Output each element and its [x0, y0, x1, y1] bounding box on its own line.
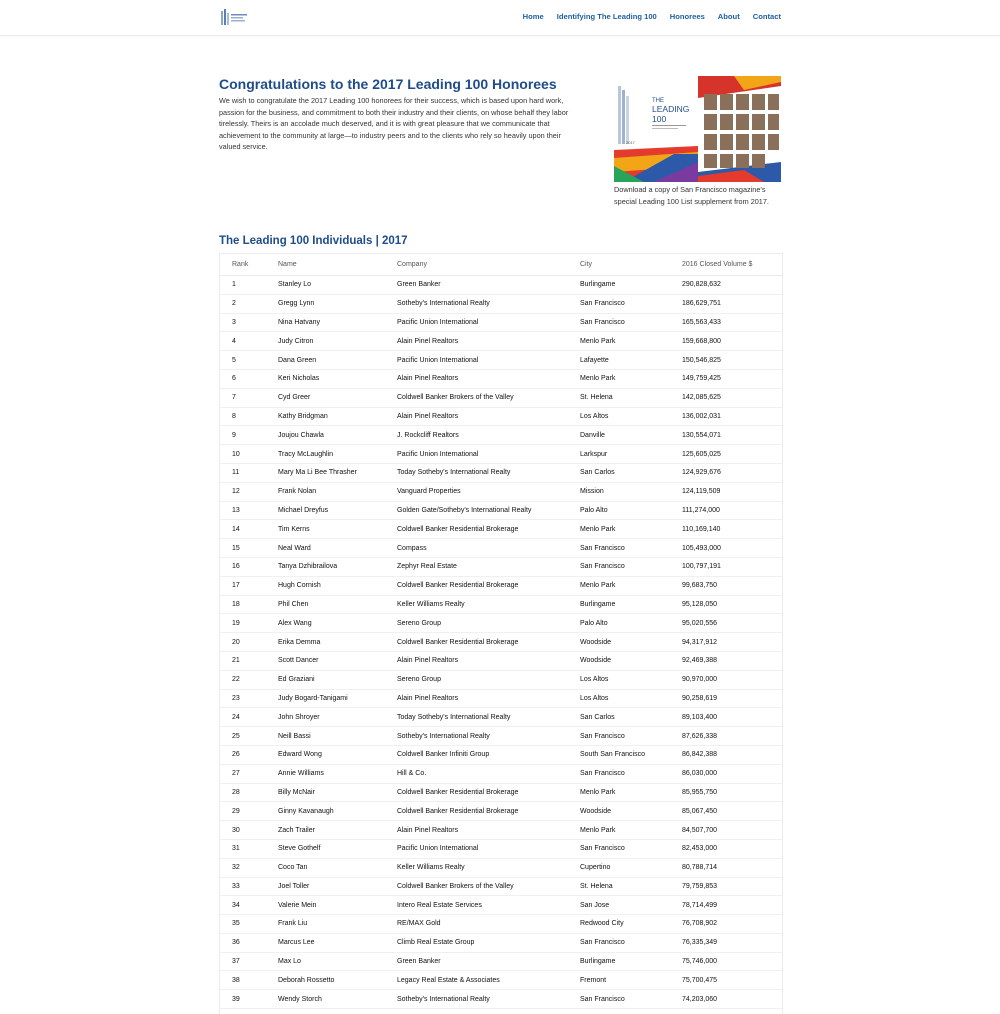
cell-name: Ginny Kavanaugh [278, 802, 397, 821]
site-header [0, 0, 1000, 36]
cell-rank: 37 [220, 952, 278, 971]
cell-rank: 16 [220, 557, 278, 576]
cell-volume: 94,317,912 [682, 633, 782, 652]
cell-volume: 95,128,050 [682, 595, 782, 614]
cell-city: San Francisco [580, 933, 682, 952]
cell-company: Coldwell Banker Residential Brokerage [397, 520, 580, 539]
cover-year: 2017 [626, 140, 635, 145]
cell-volume: 82,453,000 [682, 839, 782, 858]
cell-rank: 30 [220, 821, 278, 840]
cell-company: Today Sotheby's International Realty [397, 708, 580, 727]
table-row [220, 689, 782, 708]
cell-company: Sereno Group [397, 614, 580, 633]
cell-name: Phil Chen [278, 595, 397, 614]
cell-volume: 99,683,750 [682, 576, 782, 595]
cell-rank: 38 [220, 971, 278, 990]
cell-rank: 1 [220, 276, 278, 295]
cell-name: Stanley Lo [278, 276, 397, 295]
cell-rank: 5 [220, 351, 278, 370]
cell-rank: 10 [220, 445, 278, 464]
cell-rank: 9 [220, 426, 278, 445]
cell-company: Pacific Union International [397, 313, 580, 332]
cell-volume: 186,629,751 [682, 294, 782, 313]
table-row [220, 727, 782, 746]
cell-city: Menlo Park [580, 821, 682, 840]
cell-company: Sotheby's International Realty [397, 294, 580, 313]
cell-city: San Francisco [580, 313, 682, 332]
cell-name: Judy Citron [278, 332, 397, 351]
cell-name: Hugh Cornish [278, 576, 397, 595]
table-row [220, 614, 782, 633]
table-row [220, 445, 782, 464]
cell-company: Pacific Union International [397, 445, 580, 464]
table-row [220, 294, 782, 313]
cell-volume: 136,002,031 [682, 407, 782, 426]
leading-100-table [219, 253, 783, 1014]
cell-volume: 90,258,619 [682, 689, 782, 708]
cell-rank: 18 [220, 595, 278, 614]
cell-volume: 85,955,750 [682, 783, 782, 802]
cell-volume: 105,493,000 [682, 539, 782, 558]
cell-name: Valerie Mein [278, 896, 397, 915]
main-nav [523, 12, 781, 21]
cell-company: Sotheby's International Realty [397, 727, 580, 746]
cell-city: Menlo Park [580, 520, 682, 539]
cell-city: St. Helena [580, 877, 682, 896]
cell-company: Coldwell Banker Residential Brokerage [397, 802, 580, 821]
cell-city: Los Altos [580, 670, 682, 689]
cell-name: Alex Wang [278, 614, 397, 633]
cell-company: Pacific Union International [397, 839, 580, 858]
cell-volume: 78,714,499 [682, 896, 782, 915]
cell-name: Tracy McLaughlin [278, 445, 397, 464]
cell-city: San Francisco [580, 294, 682, 313]
table-header-row [220, 254, 782, 276]
cell-volume: 86,842,388 [682, 745, 782, 764]
cell-name: Neal Ward [278, 539, 397, 558]
cell-name: Joujou Chawla [278, 426, 397, 445]
cell-volume: 124,119,509 [682, 482, 782, 501]
cell-volume: 80,788,714 [682, 858, 782, 877]
table-row [220, 971, 782, 990]
cell-rank: 4 [220, 332, 278, 351]
cell-city: San Jose [580, 896, 682, 915]
table-row [220, 539, 782, 558]
cell-city: South San Francisco [580, 745, 682, 764]
cell-volume: 165,563,433 [682, 313, 782, 332]
cell-city: Menlo Park [580, 576, 682, 595]
cell-volume: 111,274,000 [682, 501, 782, 520]
cell-city: San Carlos [580, 463, 682, 482]
header-company: Company [397, 254, 580, 276]
cell-volume: 75,700,475 [682, 971, 782, 990]
header-city: City [580, 254, 682, 276]
cell-company: Legacy Real Estate & Associates [397, 971, 580, 990]
table-row [220, 501, 782, 520]
cell-volume: 89,103,400 [682, 708, 782, 727]
nav-identifying[interactable]: Identifying The Leading 100 [556, 12, 657, 21]
header-rank: Rank [220, 254, 278, 276]
cell-city: Lafayette [580, 351, 682, 370]
cell-rank: 23 [220, 689, 278, 708]
cell-rank: 25 [220, 727, 278, 746]
table-row [220, 802, 782, 821]
cell-rank: 13 [220, 501, 278, 520]
cell-name: Tim Kerns [278, 520, 397, 539]
cell-company: Coldwell Banker Infiniti Group [397, 745, 580, 764]
cell-city: Palo Alto [580, 614, 682, 633]
table-row [220, 821, 782, 840]
cell-rank: 8 [220, 407, 278, 426]
cell-company: Alain Pinel Realtors [397, 369, 580, 388]
cell-name: Mary Ma Li Bee Thrasher [278, 463, 397, 482]
cell-rank: 19 [220, 614, 278, 633]
table-row [220, 557, 782, 576]
cell-volume: 76,335,349 [682, 933, 782, 952]
cell-company: Sotheby's International Realty [397, 990, 580, 1009]
cell-volume: 76,708,902 [682, 915, 782, 934]
table-body [220, 276, 782, 1009]
header-name: Name [278, 254, 397, 276]
header-volume: 2016 Closed Volume $ [682, 254, 782, 276]
table-row [220, 520, 782, 539]
cell-city: Menlo Park [580, 369, 682, 388]
cell-name: Steve Gothelf [278, 839, 397, 858]
magazine-cover-image[interactable] [614, 76, 781, 182]
cell-city: Burlingame [580, 595, 682, 614]
table-row [220, 407, 782, 426]
cell-city: Fremont [580, 971, 682, 990]
cell-volume: 124,929,676 [682, 463, 782, 482]
cell-company: Keller Williams Realty [397, 595, 580, 614]
cell-rank: 26 [220, 745, 278, 764]
cell-name: Neill Bassi [278, 727, 397, 746]
cell-company: Intero Real Estate Services [397, 896, 580, 915]
table-title: The Leading 100 Individuals | 2017 [219, 235, 408, 247]
table-row [220, 576, 782, 595]
cell-company: Vanguard Properties [397, 482, 580, 501]
cell-rank: 31 [220, 839, 278, 858]
cell-company: Climb Real Estate Group [397, 933, 580, 952]
table-row [220, 426, 782, 445]
cell-volume: 75,746,000 [682, 952, 782, 971]
cell-company: Coldwell Banker Residential Brokerage [397, 576, 580, 595]
cell-city: Larkspur [580, 445, 682, 464]
cell-company: Today Sotheby's International Realty [397, 463, 580, 482]
cell-rank: 27 [220, 764, 278, 783]
cell-city: Menlo Park [580, 783, 682, 802]
cell-name: Nina Hatvany [278, 313, 397, 332]
cell-company: Coldwell Banker Brokers of the Valley [397, 877, 580, 896]
cell-rank: 15 [220, 539, 278, 558]
cell-city: Mission [580, 482, 682, 501]
cell-rank: 24 [220, 708, 278, 727]
nav-contact[interactable]: Contact [752, 12, 781, 21]
cell-name: Annie Williams [278, 764, 397, 783]
cell-rank: 33 [220, 877, 278, 896]
cell-city: Woodside [580, 633, 682, 652]
nav-about[interactable]: About [717, 12, 740, 21]
cell-name: Billy McNair [278, 783, 397, 802]
cell-volume: 74,203,060 [682, 990, 782, 1009]
cell-name: Edward Wong [278, 745, 397, 764]
cell-rank: 20 [220, 633, 278, 652]
cell-rank: 22 [220, 670, 278, 689]
cell-rank: 17 [220, 576, 278, 595]
table-row [220, 332, 782, 351]
cell-company: Golden Gate/Sotheby's International Realty [397, 501, 580, 520]
cell-city: San Francisco [580, 990, 682, 1009]
cell-volume: 86,030,000 [682, 764, 782, 783]
cell-city: San Francisco [580, 764, 682, 783]
cell-city: San Carlos [580, 708, 682, 727]
table-row [220, 313, 782, 332]
cell-volume: 90,970,000 [682, 670, 782, 689]
cell-volume: 100,797,191 [682, 557, 782, 576]
cell-volume: 150,546,825 [682, 351, 782, 370]
cell-rank: 36 [220, 933, 278, 952]
cell-name: John Shroyer [278, 708, 397, 727]
cell-volume: 142,085,625 [682, 388, 782, 407]
cell-name: Tanya Dzhibrailova [278, 557, 397, 576]
cell-rank: 32 [220, 858, 278, 877]
cell-rank: 34 [220, 896, 278, 915]
cell-city: Redwood City [580, 915, 682, 934]
cell-company: Alain Pinel Realtors [397, 407, 580, 426]
table-row [220, 670, 782, 689]
cell-rank: 6 [220, 369, 278, 388]
cover-caption: Download a copy of San Francisco magazine's special Leading 100 List supplement from 2017. [614, 185, 769, 206]
cell-city: Los Altos [580, 407, 682, 426]
cell-name: Coco Tan [278, 858, 397, 877]
cell-volume: 92,469,388 [682, 651, 782, 670]
cell-rank: 28 [220, 783, 278, 802]
cell-company: Compass [397, 539, 580, 558]
cell-city: San Francisco [580, 557, 682, 576]
cover-title-line3: 100 [652, 114, 667, 124]
table-row [220, 651, 782, 670]
table-row [220, 839, 782, 858]
cell-rank: 39 [220, 990, 278, 1009]
cell-rank: 2 [220, 294, 278, 313]
cell-volume: 95,020,556 [682, 614, 782, 633]
cell-volume: 159,668,800 [682, 332, 782, 351]
cell-company: Alain Pinel Realtors [397, 821, 580, 840]
cell-company: Green Banker [397, 276, 580, 295]
cell-city: Cupertino [580, 858, 682, 877]
table-row [220, 369, 782, 388]
cover-title-line1: THE [652, 98, 664, 104]
table-row [220, 764, 782, 783]
cell-city: Burlingame [580, 952, 682, 971]
cell-volume: 110,169,140 [682, 520, 782, 539]
cell-rank: 21 [220, 651, 278, 670]
cell-name: Cyd Greer [278, 388, 397, 407]
cell-volume: 87,626,338 [682, 727, 782, 746]
cell-city: St. Helena [580, 388, 682, 407]
cell-company: Zephyr Real Estate [397, 557, 580, 576]
cell-name: Keri Nicholas [278, 369, 397, 388]
cell-rank: 14 [220, 520, 278, 539]
cell-name: Deborah Rossetto [278, 971, 397, 990]
cell-rank: 35 [220, 915, 278, 934]
cell-volume: 125,605,025 [682, 445, 782, 464]
cover-title-line2: LEADING [652, 104, 690, 114]
table-row [220, 708, 782, 727]
cell-name: Max Lo [278, 952, 397, 971]
cell-name: Gregg Lynn [278, 294, 397, 313]
cell-volume: 149,759,425 [682, 369, 782, 388]
table-row [220, 858, 782, 877]
cell-volume: 84,507,700 [682, 821, 782, 840]
page-title: Congratulations to the 2017 Leading 100 Honorees [219, 76, 557, 92]
cell-city: Danville [580, 426, 682, 445]
table-row [220, 633, 782, 652]
table-row [220, 877, 782, 896]
table-row [220, 276, 782, 295]
table-row [220, 482, 782, 501]
cell-company: Green Banker [397, 952, 580, 971]
nav-honorees[interactable]: Honorees [669, 12, 705, 21]
cell-rank: 29 [220, 802, 278, 821]
table-row [220, 915, 782, 934]
table-row [220, 595, 782, 614]
cell-name: Frank Nolan [278, 482, 397, 501]
cell-name: Joel Toller [278, 877, 397, 896]
cell-rank: 7 [220, 388, 278, 407]
table-row [220, 952, 782, 971]
cell-company: Alain Pinel Realtors [397, 689, 580, 708]
cell-company: RE/MAX Gold [397, 915, 580, 934]
cell-rank: 12 [220, 482, 278, 501]
cell-volume: 79,759,853 [682, 877, 782, 896]
cell-name: Dana Green [278, 351, 397, 370]
cell-company: Coldwell Banker Brokers of the Valley [397, 388, 580, 407]
cell-city: Los Altos [580, 689, 682, 708]
cell-name: Marcus Lee [278, 933, 397, 952]
cell-volume: 85,067,450 [682, 802, 782, 821]
cell-company: Sereno Group [397, 670, 580, 689]
cell-volume: 290,828,632 [682, 276, 782, 295]
nav-home[interactable]: Home [522, 12, 544, 21]
cell-city: San Francisco [580, 539, 682, 558]
cell-name: Frank Liu [278, 915, 397, 934]
cell-name: Wendy Storch [278, 990, 397, 1009]
table-row [220, 745, 782, 764]
cell-name: Scott Dancer [278, 651, 397, 670]
cell-company: Coldwell Banker Residential Brokerage [397, 633, 580, 652]
cell-name: Kathy Bridgman [278, 407, 397, 426]
table-row [220, 933, 782, 952]
table-row [220, 463, 782, 482]
cell-company: Alain Pinel Realtors [397, 651, 580, 670]
cell-company: J. Rockcliff Realtors [397, 426, 580, 445]
intro-paragraph: We wish to congratulate the 2017 Leading 100 honorees for their success, which is based upon hard work, passion for the business, and commitment to both their industry and their clients, on whose behalf they labor tirelessly. Theirs is an accolade much deserved, and it is with great pleasure that we communicate that achievement to the community at large—to industry peers and to the clients who rely so heavily upon their valued service. [219, 96, 569, 151]
cell-rank: 3 [220, 313, 278, 332]
cell-name: Erika Demma [278, 633, 397, 652]
cell-company: Coldwell Banker Residential Brokerage [397, 783, 580, 802]
cell-city: Woodside [580, 651, 682, 670]
cell-rank: 11 [220, 463, 278, 482]
cell-volume: 130,554,071 [682, 426, 782, 445]
cell-name: Ed Graziani [278, 670, 397, 689]
table-row [220, 351, 782, 370]
site-logo[interactable] [220, 8, 250, 28]
cell-city: Burlingame [580, 276, 682, 295]
table-row [220, 990, 782, 1009]
cell-city: Palo Alto [580, 501, 682, 520]
cell-city: Woodside [580, 802, 682, 821]
cell-name: Zach Trailer [278, 821, 397, 840]
table-row [220, 896, 782, 915]
cell-name: Michael Dreyfus [278, 501, 397, 520]
cell-company: Keller Williams Realty [397, 858, 580, 877]
cell-city: San Francisco [580, 839, 682, 858]
cell-company: Alain Pinel Realtors [397, 332, 580, 351]
cell-company: Hill & Co. [397, 764, 580, 783]
table-row [220, 388, 782, 407]
table-row [220, 783, 782, 802]
cell-company: Pacific Union International [397, 351, 580, 370]
cell-city: Menlo Park [580, 332, 682, 351]
cell-name: Judy Bogard-Tanigami [278, 689, 397, 708]
cell-city: San Francisco [580, 727, 682, 746]
